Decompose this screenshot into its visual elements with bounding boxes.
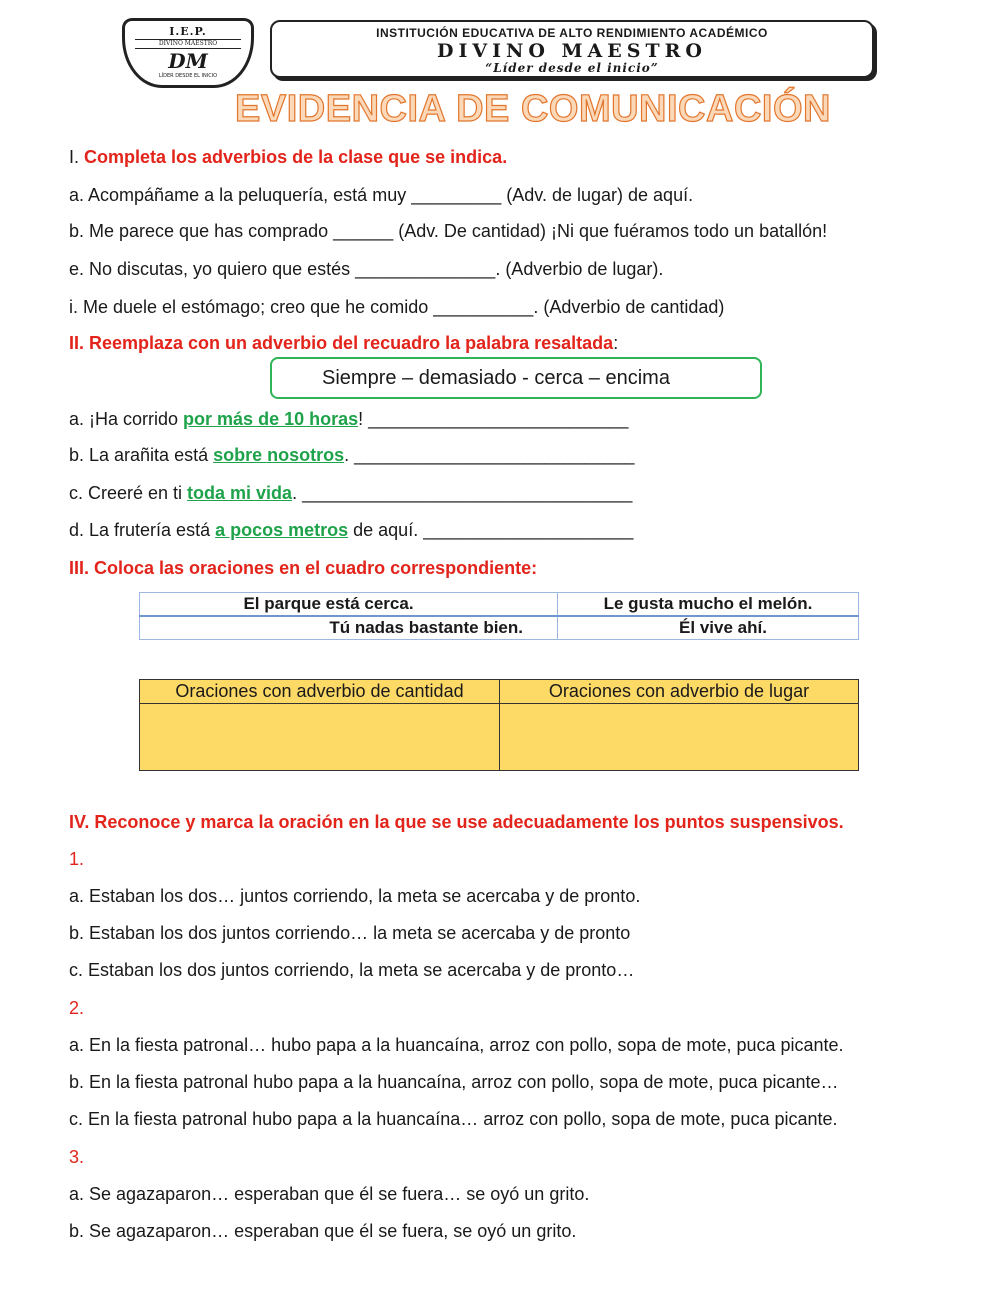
section2-item-d	[69, 519, 633, 541]
section2-item-c	[69, 482, 632, 504]
group-number: 3.	[69, 1147, 85, 1167]
section1-item-e: e. No discutas, yo quiero que estés ______________. (Adverbio de lugar).	[69, 259, 664, 279]
item-text: b. La arañita está	[69, 445, 214, 465]
logo-top-text: I.E.P.	[169, 25, 207, 38]
table-header-row	[140, 680, 859, 704]
section2-heading	[69, 332, 618, 354]
item-text: a. ¡Ha corrido	[69, 409, 184, 429]
option-item[interactable]: a. En la fiesta patronal… hubo papa a la huancaína, arroz con pollo, sopa de mote, puca picante.	[69, 1035, 844, 1055]
group-number: 1.	[69, 849, 85, 869]
option-item[interactable]: b. Se agazaparon… esperaban que él se fuera, se oyó un grito.	[69, 1221, 577, 1241]
word-box: Siempre – demasiado - cerca – encima	[270, 357, 762, 399]
table-row	[140, 593, 859, 617]
column-header-lugar: Oraciones con adverbio de lugar	[500, 680, 859, 704]
highlighted-phrase: sobre nosotros	[213, 445, 345, 465]
column-header-cantidad: Oraciones con adverbio de cantidad	[140, 680, 500, 704]
option-item[interactable]: b. En la fiesta patronal hubo papa a la huancaína, arroz con pollo, sopa de mote, puca picante…	[69, 1072, 839, 1092]
table-row	[140, 616, 859, 640]
section4-instruction: IV. Reconoce y marca la oración en la que se use adecuadamente los puntos suspensivos.	[69, 812, 844, 832]
section1-item-b: b. Me parece que has comprado ______ (Adv. De cantidad) ¡Ni que fuéramos todo un batallón!	[69, 221, 828, 241]
item-text: c. Creeré en ti	[69, 483, 188, 503]
option-item[interactable]: c. En la fiesta patronal hubo papa a la huancaína… arroz con pollo, sopa de mote, puca picante.	[69, 1109, 838, 1129]
item-text: d. La frutería está	[69, 520, 216, 540]
answer-cell-cantidad[interactable]	[140, 704, 500, 771]
option-item[interactable]: c. Estaban los dos juntos corriendo, la meta se acercaba y de pronto…	[69, 960, 635, 980]
section2-item-b	[69, 444, 634, 466]
sentences-table	[139, 592, 859, 640]
sentence-cell: Él vive ahí.	[558, 616, 859, 640]
highlighted-phrase: por más de 10 horas	[183, 409, 359, 429]
option-item[interactable]: b. Estaban los dos juntos corriendo… la meta se acercaba y de pronto	[69, 923, 631, 943]
sentence-cell: Tú nadas bastante bien.	[140, 616, 558, 640]
answer-blank: de aquí. _____________________	[348, 520, 634, 540]
sentence-cell: Le gusta mucho el melón.	[558, 593, 859, 617]
school-logo	[122, 18, 254, 88]
header-box	[270, 20, 874, 78]
section1-heading	[69, 146, 507, 168]
institution-text: INSTITUCIÓN EDUCATIVA DE ALTO RENDIMIENTO ACADÉMICO	[376, 26, 768, 40]
answer-blank: . _________________________________	[292, 483, 633, 503]
sentence-cell: El parque está cerca.	[140, 593, 558, 617]
section1-item-i: i. Me duele el estómago; creo que he comido __________. (Adverbio de cantidad)	[69, 297, 725, 317]
section2-item-a	[69, 408, 628, 430]
answer-blank: ! __________________________	[358, 409, 629, 429]
option-item[interactable]: a. Estaban los dos… juntos corriendo, la meta se acercaba y de pronto.	[69, 886, 641, 906]
highlighted-phrase: a pocos metros	[215, 520, 349, 540]
section2-colon: :	[613, 333, 619, 353]
answer-blank: . ____________________________	[344, 445, 635, 465]
page-title: EVIDENCIA DE COMUNICACIÓN	[235, 88, 831, 130]
section2-instruction: II. Reemplaza con un adverbio del recuadro la palabra resaltada	[69, 333, 614, 353]
section1-item-a: a. Acompáñame a la peluquería, está muy _________ (Adv. de lugar) de aquí.	[69, 185, 694, 205]
section1-number: I.	[69, 147, 80, 167]
highlighted-phrase: toda mi vida	[187, 483, 293, 503]
logo-band-text: DIVINO MAESTRO	[135, 39, 241, 49]
option-item[interactable]: a. Se agazaparon… esperaban que él se fuera… se oyó un grito.	[69, 1184, 590, 1204]
school-motto: “Líder desde el inicio”	[485, 61, 659, 75]
group-number: 2.	[69, 998, 85, 1018]
logo-bottom-text: LÍDER DESDE EL INICIO	[158, 73, 218, 79]
section3-instruction: III. Coloca las oraciones en el cuadro correspondiente:	[69, 558, 538, 578]
answer-cell-lugar[interactable]	[500, 704, 859, 771]
table-row	[140, 704, 859, 771]
logo-monogram: DM	[168, 49, 208, 73]
school-name: DIVINO MAESTRO	[437, 40, 707, 62]
section1-instruction: Completa los adverbios de la clase que se indica.	[84, 147, 508, 167]
classification-table	[139, 679, 859, 771]
